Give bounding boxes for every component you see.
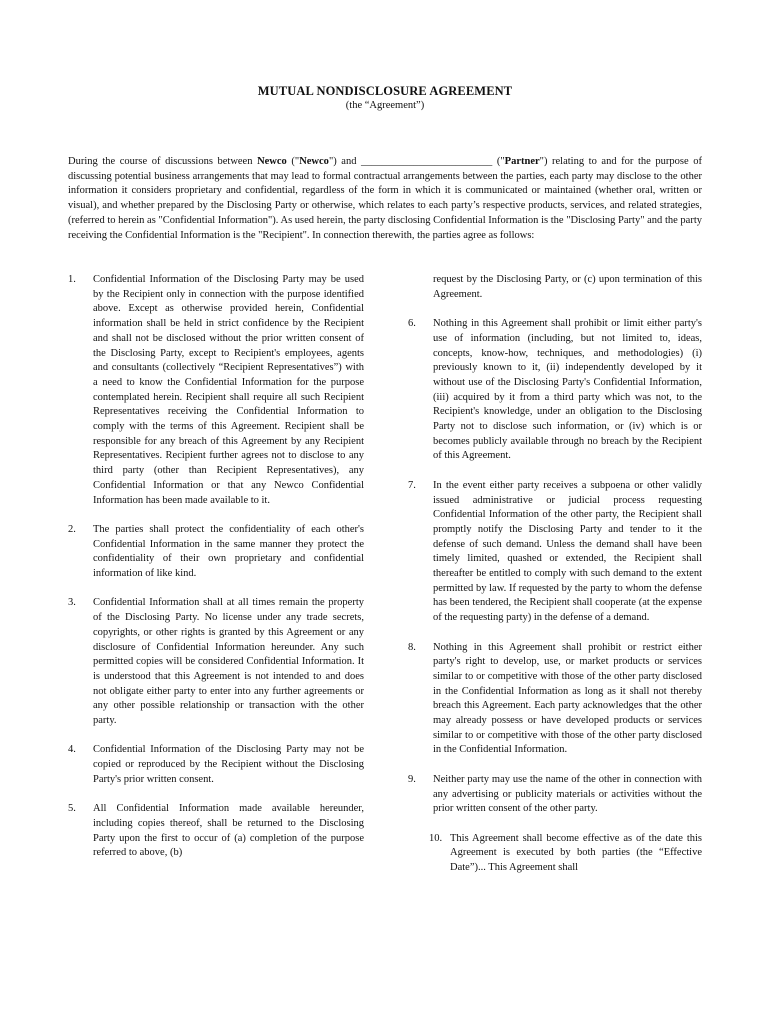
clause-number: 2. xyxy=(68,523,76,535)
clause-number: 8. xyxy=(408,641,416,653)
clause-number: 5. xyxy=(68,803,76,815)
clause-7 xyxy=(408,479,702,626)
clause-5 xyxy=(68,802,364,861)
clause-10 xyxy=(408,832,702,876)
clause-text: The parties shall protect the confidentiality of each other's Confidential Information in the same manner they protect the confidentiality of their own proprietary and confidential information of like kind. xyxy=(93,523,364,580)
right-column xyxy=(408,273,702,876)
partner-defined-term: Partner xyxy=(504,156,540,167)
clause-text: Confidential Information of the Disclosing Party may be used by the Recipient only in connection with the purpose identified above. Except as otherwise provided herein, Confidential information shall be held in strict confidence by the Recipient and shall not be disclosed without the prior written consent of the Disclosing Party, except to Recipient's employees, agents and consultants (collectively “Recipient Representatives”) with a need to know the Confidential Information for the purpose contemplated herein. Recipient shall require all such Recipient Representatives receiving the Confidential Information to comply with the terms of this Agreement. Recipient shall be responsible for any breach of this Agreement by any Recipient Representatives. Recipient further agrees not to disclose to any third party (other than Recipient Representatives), any Confidential Information or that any Newco Confidential Information has been made available to it. xyxy=(93,274,364,506)
clause-4 xyxy=(68,743,364,787)
left-column xyxy=(68,273,364,861)
clause-text: Nothing in this Agreement shall prohibit or limit either party's use of information (including, but not limited to, ideas, concepts, know-how, techniques, and methodologies) (i) previously known to it, (ii) independently developed by it without use of the Disclosing Party's Confidential Information, (iii) acquired by it from a third party which was not, to the Recipient's knowledge, under an obligation to the Disclosing Party not to disclose such information, or (iv) which is or becomes publicly available through no breach by the Recipient of this Agreement. xyxy=(433,318,702,462)
clause-2 xyxy=(68,523,364,582)
clause-number: 3. xyxy=(68,597,76,609)
clause-number: 9. xyxy=(408,773,416,785)
clause-number: 7. xyxy=(408,479,416,491)
clause-text: In the event either party receives a subpoena or other validly issued administrative or judicial process requesting Confidential Information of the other party, the Recipient shall promptly notify the Disclosing Party and tender to it the defense of such demand. Unless the demand shall have been timely limited, quashed or extended, the Recipient shall thereafter be entitled to comply with such demand to the extent permitted by law. If requested by the party to whom the defense has been tendered, the Recipient shall cooperate (at the expense of the requesting party) in the defense of a demand. xyxy=(433,479,702,624)
clause-5-continuation: request by the Disclosing Party, or (c) upon termination of this Agreement. xyxy=(433,274,702,300)
clause-text: All Confidential Information made available hereunder, including copies thereof, shall be returned to the Disclosing Party upon the first to occur of (a) completion of the purpose referred to above, (b) xyxy=(93,803,364,859)
clause-text: Nothing in this Agreement shall prohibit or restrict either party's right to develop, use, or market products or services similar to or competitive with those of the other party disclosed in the Confidential Information as long as it shall not thereby breach this Agreement. Each party acknowledges that the other may already possess or have developed products or services similar to or competitive with those of the other party disclosed in the Confidential Information. xyxy=(433,641,702,756)
clause-9 xyxy=(408,773,702,817)
document-subtitle: (the “Agreement”) xyxy=(345,100,425,111)
clause-number: 4. xyxy=(68,744,76,756)
newco-defined-term: Newco xyxy=(299,156,329,167)
clause-8 xyxy=(408,641,702,759)
clause-number: 1. xyxy=(68,274,76,285)
clause-text: Confidential Information of the Disclosing Party may not be copied or reproduced by the Recipient without the Disclosing Party's prior written consent. xyxy=(93,744,364,785)
clause-3 xyxy=(68,596,364,728)
clause-1 xyxy=(68,273,364,508)
clause-6 xyxy=(408,317,702,464)
document-title: MUTUAL NONDISCLOSURE AGREEMENT xyxy=(257,84,513,98)
intro-paragraph: During the course of discussions between Newco ("Newco") and _________________________ ("Partner") relating to and for the purpose of discussing potential business arrangements that may lead to formal contractual arrangements between the parties, each party may disclose to the other information it considers proprietary and confidential, regardless of the form in which it is communicated or maintained (whether oral, written or visual), and whether prepared by the Disclosing Party or otherwise, which relates to each party’s respective products, services, and related strategies, (referred to herein as "Confidential Information"). As used herein, the party disclosing Confidential Information is the "Disclosing Party" and the party receiving the Confidential Information is the "Recipient". In connection therewith, the parties agree as follows: xyxy=(68,156,702,241)
clause-text: Confidential Information shall at all times remain the property of the Disclosing Party. No license under any trade secrets, copyrights, or other rights is granted by this Agreement or any disclosure of Confidential Information hereunder. Any such permitted copies will be considered Confidential Information. It is understood that this Agreement is not intended to and does not obligate either party to enter into any further agreements or any other possible relationship or transaction with the other party. xyxy=(93,597,364,727)
newco-name: Newco xyxy=(257,156,287,167)
clause-text: This Agreement shall become effective as of the date this Agreement is executed by both parties (the “Effective Date”)... This Agreement shall xyxy=(450,832,702,874)
clause-number: 6. xyxy=(408,318,416,330)
clause-text: Neither party may use the name of the other in connection with any advertising or publicity materials or activities without the prior written consent of the other party. xyxy=(433,773,702,815)
clause-number: 10. xyxy=(429,832,443,844)
